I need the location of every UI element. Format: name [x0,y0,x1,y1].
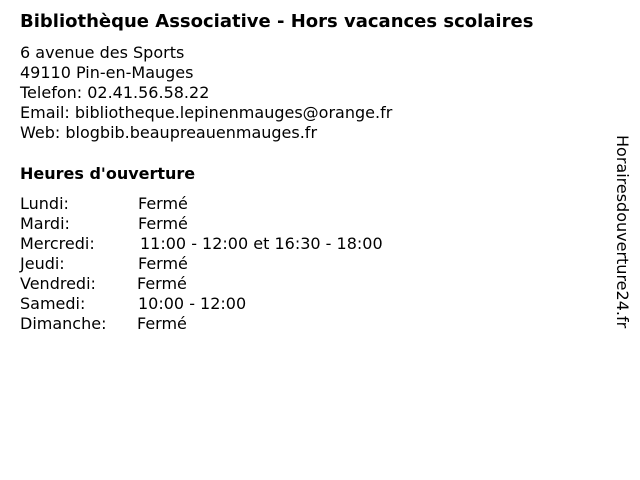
phone-number: Telefon: 02.41.56.58.22 [20,83,210,102]
city-address: 49110 Pin-en-Mauges [20,63,194,82]
address-block [20,43,392,143]
time-value: Fermé [137,274,187,293]
time-value: Fermé [138,194,188,213]
day-label: Samedi: [20,294,86,313]
site-watermark: Horairesdouverture24.fr [613,135,632,329]
day-label: Dimanche: [20,314,107,333]
time-value: 11:00 - 12:00 et 16:30 - 18:00 [140,234,383,253]
email-address: Email: bibliotheque.lepinenmauges@orange.fr [20,103,393,122]
website-address: Web: blogbib.beaupreauenmauges.fr [20,123,318,142]
time-value: Fermé [138,214,188,233]
street-address: 6 avenue des Sports [20,43,185,62]
time-value: Fermé [138,254,188,273]
time-value: Fermé [137,314,187,333]
day-label: Lundi: [20,194,69,213]
day-label: Jeudi: [20,254,65,273]
day-label: Mardi: [20,214,70,233]
day-label: Mercredi: [20,234,95,253]
hours-heading: Heures d'ouverture [20,164,196,183]
page-title: Bibliothèque Associative - Hors vacances scolaires [20,11,534,32]
time-value: 10:00 - 12:00 [138,294,247,313]
day-label: Vendredi: [20,274,96,293]
